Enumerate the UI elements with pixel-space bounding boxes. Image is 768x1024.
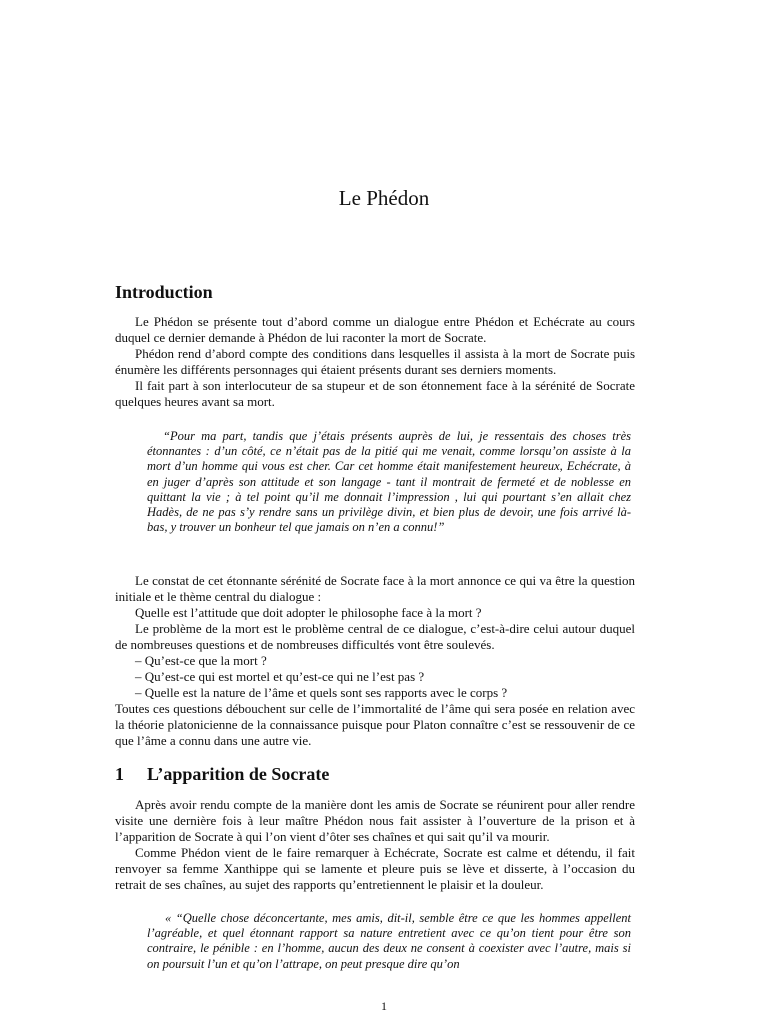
intro-continuation: [115, 573, 635, 749]
intro-quote: “Pour ma part, tandis que j’étais présents auprès de lui, je ressentais des choses très étonnantes : d’un côté, ce n’était pas de la pitié qui me venait, comme lorsqu’on assiste à la mort d’un homme qui vous est cher. Car cet homme était manifestement heureux, Echécrate, à en juger d’après son attitude et son langage - tant il montrait de fermeté et de noblesse en quittant la vie ; à tel point qu’il me donnait l’impression , lui qui pourtant s’en allait chez Hadès, de ne pas s’y rendre sans un privilège divin, et bien plus de devoir, une fois arrivé là-bas, y trouver un bonheur tel que jamais on n’en a connu!”: [147, 429, 631, 535]
question-list: [115, 653, 635, 701]
intro-paragraphs: [115, 314, 635, 410]
section-1-paragraphs: [115, 797, 635, 893]
section-1-quote: « “Quelle chose déconcertante, mes amis, dit-il, semble être ce que les hommes appellent l’agréable, et quel étonnant rapport sa nature entretient avec ce qu’on tient pour être son contraire, le pénible : en l’homme, aucun des deux ne consent à coexister avec l’autre, mais si on poursuit l’un et qu’on l’attrape, on peut presque dire qu’on: [147, 911, 631, 971]
intro-paragraph-1: Le Phédon se présente tout d’abord comme un dialogue entre Phédon et Echécrate au cours duquel ce dernier demande à Phédon de lui raconter la mort de Socrate.: [115, 314, 635, 345]
section-title: L’apparition de Socrate: [147, 764, 330, 784]
intro-heading: Introduction: [115, 282, 213, 302]
intro-paragraph-2: Phédon rend d’abord compte des conditions dans lesquelles il assista à la mort de Socrate puis énumère les différents personnages qui étaient présents durant ses derniers moments.: [115, 346, 635, 377]
section-number: 1: [115, 764, 124, 784]
intro-paragraph-3: Il fait part à son interlocuteur de sa stupeur et de son étonnement face à la sérénité de Socrate quelques heures avant sa mort.: [115, 378, 635, 409]
list-item: – Qu’est-ce qui est mortel et qu’est-ce qui ne l’est pas ?: [135, 669, 635, 685]
after-quote-paragraph-2: Le problème de la mort est le problème central de ce dialogue, c’est-à-dire celui autour duquel de nombreuses questions et de nombreuses difficultés vont être soulevés.: [115, 621, 635, 652]
central-question: Quelle est l’attitude que doit adopter le philosophe face à la mort ?: [135, 605, 482, 620]
section-1-paragraph-1: Après avoir rendu compte de la manière dont les amis de Socrate se réunirent pour aller rendre visite une dernière fois à leur maître Phédon nous fait assister à l’ouverture de la prison et à l’apparition de Socrate à qui l’on vient d’ôter ses chaînes et qui sait qu’il va mourir.: [115, 797, 635, 844]
list-item: – Qu’est-ce que la mort ?: [135, 653, 635, 669]
section-1-paragraph-2: Comme Phédon vient de le faire remarquer à Echécrate, Socrate est calme et détendu, il fait renvoyer sa femme Xanthippe qui se lamente et pleure puis se lève et disserte, à l’occasion du retrait de ses chaînes, au sujet des rapports qu’entretiennent le plaisir et la douleur.: [115, 845, 635, 892]
document-title: Le Phédon: [338, 186, 430, 210]
section-1-heading: [115, 764, 329, 785]
list-item: – Quelle est la nature de l’âme et quels sont ses rapports avec le corps ?: [135, 685, 635, 701]
after-quote-paragraph-1: Le constat de cet étonnante sérénité de Socrate face à la mort annonce ce qui va être la question initiale et le thème central du dialogue :: [115, 573, 635, 604]
intro-closing-paragraph: Toutes ces questions débouchent sur celle de l’immortalité de l’âme qui sera posée en relation avec la théorie platonicienne de la connaissance puisque pour Platon connaître c’est se ressouvenir de ce que l’âme a connu dans une autre vie.: [115, 701, 635, 748]
page-number: 1: [381, 999, 387, 1013]
